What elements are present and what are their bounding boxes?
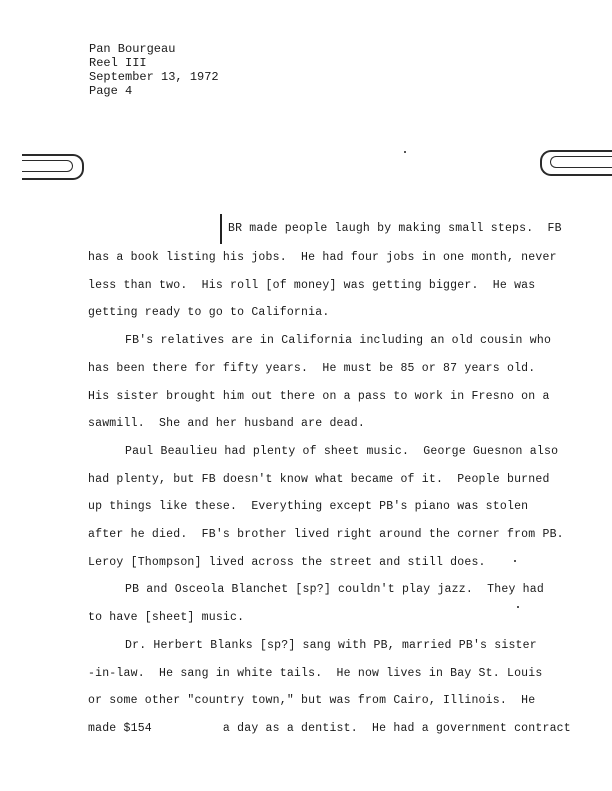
body-line: FB's relatives are in California including an old cousin who	[125, 334, 552, 347]
body-line: or some other "country town," but was from Cairo, Illinois. He	[88, 694, 536, 707]
header-date: September 13, 1972	[89, 70, 219, 84]
body-line: getting ready to go to California.	[88, 306, 330, 319]
body-line: to have [sheet] music.	[88, 611, 245, 624]
body-line: Leroy [Thompson] lived across the street and still does.	[88, 556, 486, 569]
body-line: after he died. FB's brother lived right around the corner from PB.	[88, 528, 564, 541]
body-line: PB and Osceola Blanchet [sp?] couldn't play jazz. They had	[125, 583, 544, 596]
body-line: BR made people laugh by making small steps. FB	[228, 222, 562, 235]
body-line: up things like these. Everything except PB's piano was stolen	[88, 500, 529, 513]
speck-mark	[404, 151, 406, 153]
paperclip-right-inner-icon	[550, 156, 612, 168]
body-line: less than two. His roll [of money] was getting bigger. He was	[88, 279, 536, 292]
body-line: -in-law. He sang in white tails. He now lives in Bay St. Louis	[88, 667, 543, 680]
body-line: His sister brought him out there on a pass to work in Fresno on a	[88, 390, 550, 403]
body-line: has a book listing his jobs. He had four jobs in one month, never	[88, 251, 557, 264]
body-line: has been there for fifty years. He must be 85 or 87 years old.	[88, 362, 536, 375]
speck-mark	[517, 606, 519, 608]
header-name: Pan Bourgeau	[89, 42, 176, 56]
body-line: Paul Beaulieu had plenty of sheet music. George Guesnon also	[125, 445, 559, 458]
body-line: sawmill. She and her husband are dead.	[88, 417, 365, 430]
body-line: made $154 a day as a dentist. He had a government contract	[88, 722, 571, 735]
body-line: had plenty, but FB doesn't know what became of it. People burned	[88, 473, 550, 486]
paperclip-left-inner-icon	[22, 160, 73, 172]
header-reel: Reel III	[89, 56, 147, 70]
body-line: Dr. Herbert Blanks [sp?] sang with PB, married PB's sister	[125, 639, 537, 652]
margin-mark	[220, 214, 222, 244]
speck-mark	[514, 560, 516, 562]
header-page: Page 4	[89, 84, 133, 98]
